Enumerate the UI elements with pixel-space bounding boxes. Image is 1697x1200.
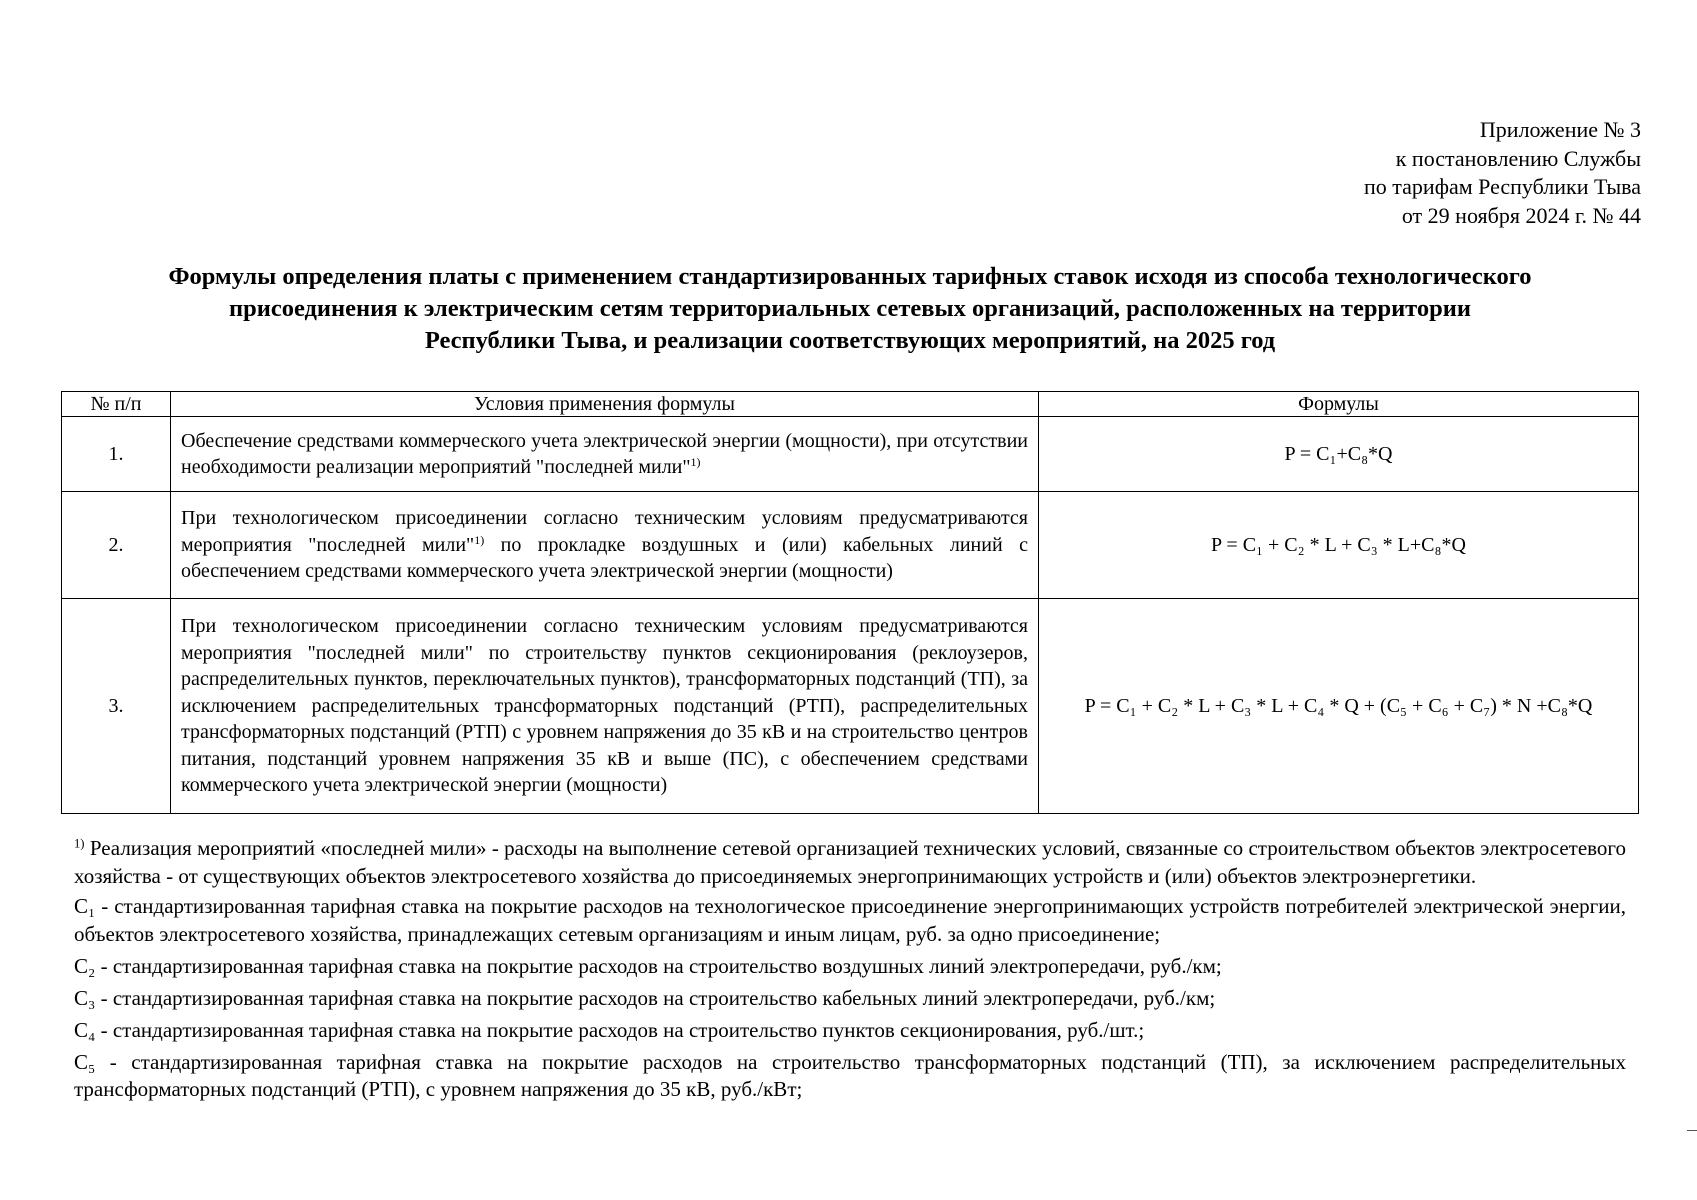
definition-c2 [74,953,1626,981]
table-header-row [62,392,1639,417]
condition-text: Обеспечение средствами коммерческого учета электрической энергии (мощности), при отсутствии необходимости реализации мероприятий "последней мили" [181,429,1028,478]
appendix-header [1364,116,1641,230]
footnotes [74,835,1626,1108]
title-line-2: присоединения к электрическим сетям территориальных сетевых организаций, расположенных на территории [228,295,1472,322]
footnote-mark: 1) [74,836,85,851]
definition-symbol: C₁ [74,894,96,918]
definition-text: - стандартизированная тарифная ставка на покрытие расходов на технологическое присоединение энергопринимающих устройств потребителей электрической энергии, объектов электросетевого хозяйства, принадлежащих сетевым организациям и иным лицам, руб. за одно присоединение; [74,894,1626,946]
definition-c1 [74,893,1626,948]
definition-text: - стандартизированная тарифная ставка на покрытие расходов на строительство пунктов секционирования, руб./шт.; [95,1017,1145,1042]
row-formula: P = C₁ + C₂ * L + C₃ * L+C₈*Q [1039,492,1639,599]
definition-symbol: C₃ [74,985,96,1010]
footnote-text: Реализация мероприятий «последней мили» - расходы на выполнение сетевой организацией технических условий, связанные со строительством объектов электросетевого хозяйства - от существующих объектов электросетевого хозяйства до присоединяемых энергопринимающих устройств и (или) объектов электроэнергетики. [74,836,1626,888]
condition-text-cont: по прокладке воздушных и (или) кабельных линий с обеспечением средствами коммерческого учета электрической энергии (мощности) [181,533,1028,583]
header-conditions: Условия применения формулы [171,392,1039,417]
definition-text: - стандартизированная тарифная ставка на покрытие расходов на строительство трансформаторных подстанций (ТП), за исключением распределительных трансформаторных подстанций (РТП), с уровнем напряжения до 35 кВ, руб./кВт; [74,1049,1626,1101]
header-formulas: Формулы [1039,392,1639,417]
definition-symbol: C₂ [74,953,96,978]
row-number: 1. [62,417,171,492]
definition-symbol: C₄ [74,1017,96,1042]
footnote-ref: 1) [690,454,701,469]
table-row [62,492,1639,599]
table-row [62,599,1639,814]
definition-c3 [74,985,1626,1013]
definition-c4 [74,1017,1626,1045]
row-formula: P = C₁ + C₂ * L + C₃ * L + C₄ * Q + (C₅ + C₆ + C₇) * N +C₈*Q [1039,599,1639,814]
title-line-1: Формулы определения платы с применением стандартизированных тарифных ставок исходя из способа технологического [168,263,1532,290]
row-condition [171,492,1039,599]
definition-text: - стандартизированная тарифная ставка на покрытие расходов на строительство кабельных линий электропередачи, руб./км; [95,985,1216,1010]
row-formula: P = C₁+C₈*Q [1039,417,1639,492]
definition-text: - стандартизированная тарифная ставка на покрытие расходов на строительство воздушных линий электропередачи, руб./км; [95,953,1222,978]
formulas-table [61,391,1639,814]
row-number: 2. [62,492,171,599]
footnote-last-mile [74,835,1626,890]
footnote-ref: 1) [474,532,485,547]
row-condition [171,417,1039,492]
appendix-line-4: от 29 ноября 2024 г. № 44 [1401,202,1641,228]
row-number: 3. [62,599,171,814]
document-title [40,261,1660,357]
title-line-3: Республики Тыва, и реализации соответствующих мероприятий, на 2025 год [424,327,1276,354]
definition-c5 [74,1049,1626,1104]
scan-edge-mark [1687,1130,1697,1131]
appendix-line-3: по тарифам Республики Тыва [1364,174,1641,199]
appendix-line-2: к постановлению Службы [1395,145,1641,171]
appendix-line-1: Приложение № 3 [1479,117,1641,142]
condition-text: При технологическом присоединении согласно техническим условиям предусматриваются мероприятия "последней мили" [181,507,1028,556]
table-row [62,417,1639,492]
row-condition: При технологическом присоединении согласно техническим условиям предусматриваются мероприятия "последней мили" по строительству пунктов секционирования (реклоузеров, распределительных пунктов, переключательных пунктов), трансформаторных подстанций (ТП), за исключением распределительных трансформаторных подстанций (РТП), распределительных трансформаторных подстанций (РТП) с уровнем напряжения до 35 кВ и на строительство центров питания, подстанций уровнем напряжения 35 кВ и выше (ПС), с обеспечением средствами коммерческого учета электрической энергии (мощности) [171,599,1039,814]
header-num: № п/п [62,392,171,417]
definition-symbol: C₅ [74,1049,96,1074]
